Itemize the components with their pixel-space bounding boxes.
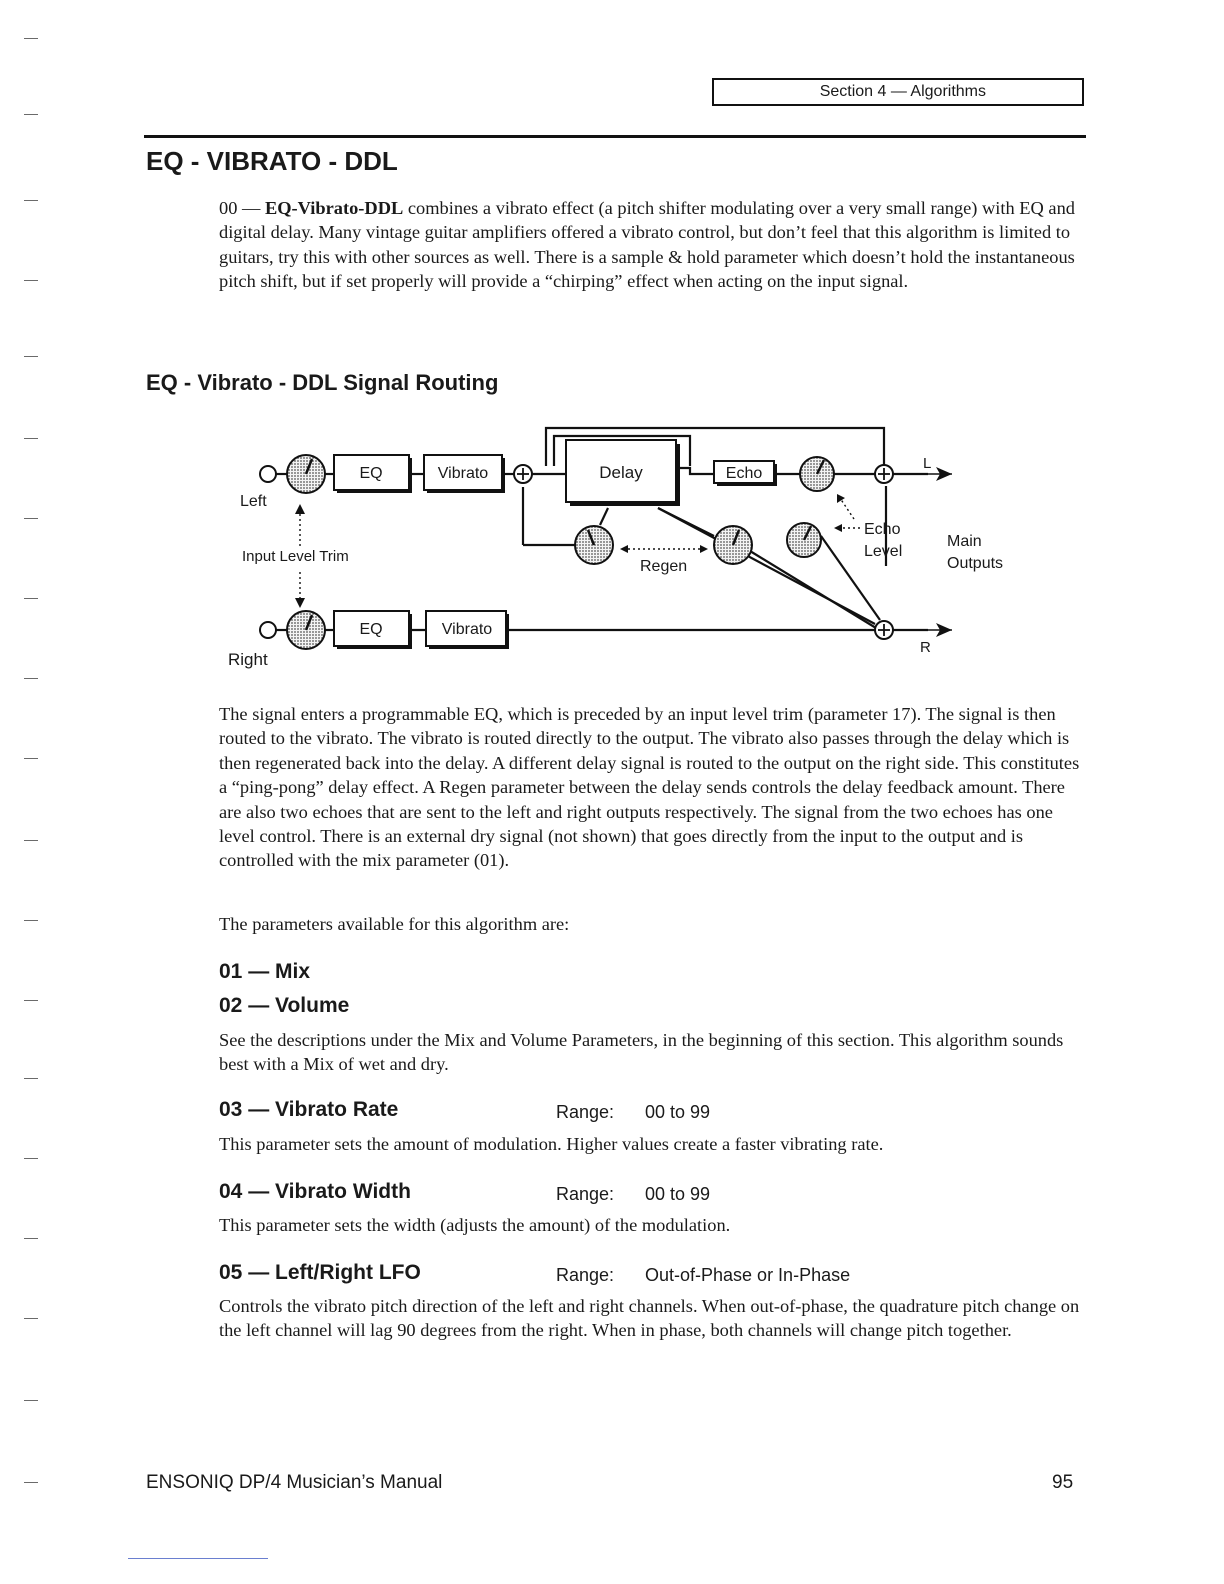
main-outputs-label-line1: Main — [947, 533, 982, 550]
param-mix-heading: 01 — Mix — [219, 960, 311, 983]
intro-paragraph — [219, 196, 1085, 294]
regen-label: Regen — [640, 558, 688, 575]
echo-level-label-line2: Level — [864, 543, 903, 560]
main-outputs-label-line2: Outputs — [947, 555, 1004, 572]
param-volume-heading: 02 — Volume — [219, 994, 350, 1017]
vibrato-rate-range-value: 00 to 99 — [645, 1102, 711, 1122]
section-header-label: Section 4 — Algorithms — [819, 83, 986, 100]
param-vibrato-rate-heading: 03 — Vibrato Rate — [219, 1098, 399, 1121]
right-input-label: Right — [228, 650, 268, 669]
page-number: 95 — [1052, 1472, 1074, 1493]
intro-text: combines a vibrato effect (a pitch shifter modulating over a very small range) with EQ and digital delay. Many vintage guitar amplifiers offered a vibrato control, but don’t feel that this algorithm is limited to guitars, try this with other sources as well. There is a sample & hold parameter which doesn’t hold the instantaneous pitch shift, but if set properly will provide a “chirping” effect when acting on the input signal. — [219, 198, 1075, 292]
echo-label: Echo — [725, 465, 763, 482]
input-trim-label: Input Level Trim — [242, 548, 349, 565]
param-vibrato-width-heading: 04 — Vibrato Width — [219, 1180, 411, 1203]
signal-routing-diagram — [228, 418, 1028, 688]
right-output-label: R — [920, 639, 931, 656]
left-output-label: L — [923, 455, 932, 472]
intro-dash: — — [237, 198, 265, 218]
left-input-jack-icon — [260, 466, 276, 482]
right-vibrato-label: Vibrato — [441, 621, 493, 638]
title-rule — [144, 135, 1086, 138]
vibrato-width-range-value: 00 to 99 — [645, 1184, 711, 1204]
param-vibrato-rate-text: This parameter sets the amount of modulation. Higher values create a faster vibrating rate. — [219, 1134, 884, 1154]
intro-algorithm-name: EQ-Vibrato-DDL — [264, 198, 404, 218]
params-intro: The parameters available for this algorithm are: — [219, 914, 570, 934]
lr-lfo-range-label: Range: — [556, 1265, 615, 1285]
vibrato-width-range-label: Range: — [556, 1184, 615, 1204]
param-volume-text: See the descriptions under the Mix and Volume Parameters, in the beginning of this section. This algorithm sounds best with a Mix of wet and dry. — [219, 1030, 1064, 1075]
routing-heading: EQ - Vibrato - DDL Signal Routing — [146, 370, 499, 395]
section-header — [712, 78, 1084, 106]
algorithm-title: EQ - VIBRATO - DDL — [146, 146, 398, 176]
lr-lfo-range-value: Out-of-Phase or In-Phase — [645, 1265, 851, 1285]
param-lr-lfo-heading: 05 — Left/Right LFO — [219, 1261, 421, 1284]
right-eq-label: EQ — [359, 621, 383, 638]
scan-artifact-line — [128, 1558, 268, 1559]
delay-label: Delay — [599, 463, 643, 482]
vibrato-rate-range-label: Range: — [556, 1102, 615, 1122]
footer-manual-title: ENSONIQ DP/4 Musician’s Manual — [146, 1472, 443, 1493]
margin-marks — [24, 30, 42, 1510]
left-eq-label: EQ — [359, 465, 383, 482]
left-input-label: Left — [240, 493, 267, 510]
left-vibrato-label: Vibrato — [437, 465, 489, 482]
echo-level-label-line1: Echo — [864, 521, 901, 538]
param-lr-lfo-text: Controls the vibrato pitch direction of the left and right channels. When out-of-phase, the quadrature pitch change on the left channel will lag 90 degrees from the right. When in phase, both channels will change pitch together. — [219, 1296, 1080, 1341]
right-input-jack-icon — [260, 622, 276, 638]
intro-number: 00 — [219, 198, 238, 218]
param-vibrato-width-text: This parameter sets the width (adjusts the amount) of the modulation. — [219, 1215, 731, 1235]
description-paragraph: The signal enters a programmable EQ, which is preceded by an input level trim (parameter 17). The signal is then routed to the vibrato. The vibrato is routed directly to the output. The vibrato also passes through the delay which is then regenerated back into the delay. A different delay signal is routed to the output on the right side. This constitutes a “ping-pong” delay effect. A Regen parameter between the delay sends controls the delay feedback amount. There are also two echoes that are sent to the left and right outputs respectively. The signal from the two echoes has one level control. There is an external dry signal (not shown) that goes directly from the input to the output and is controlled with the mix parameter (01). — [219, 704, 1080, 871]
